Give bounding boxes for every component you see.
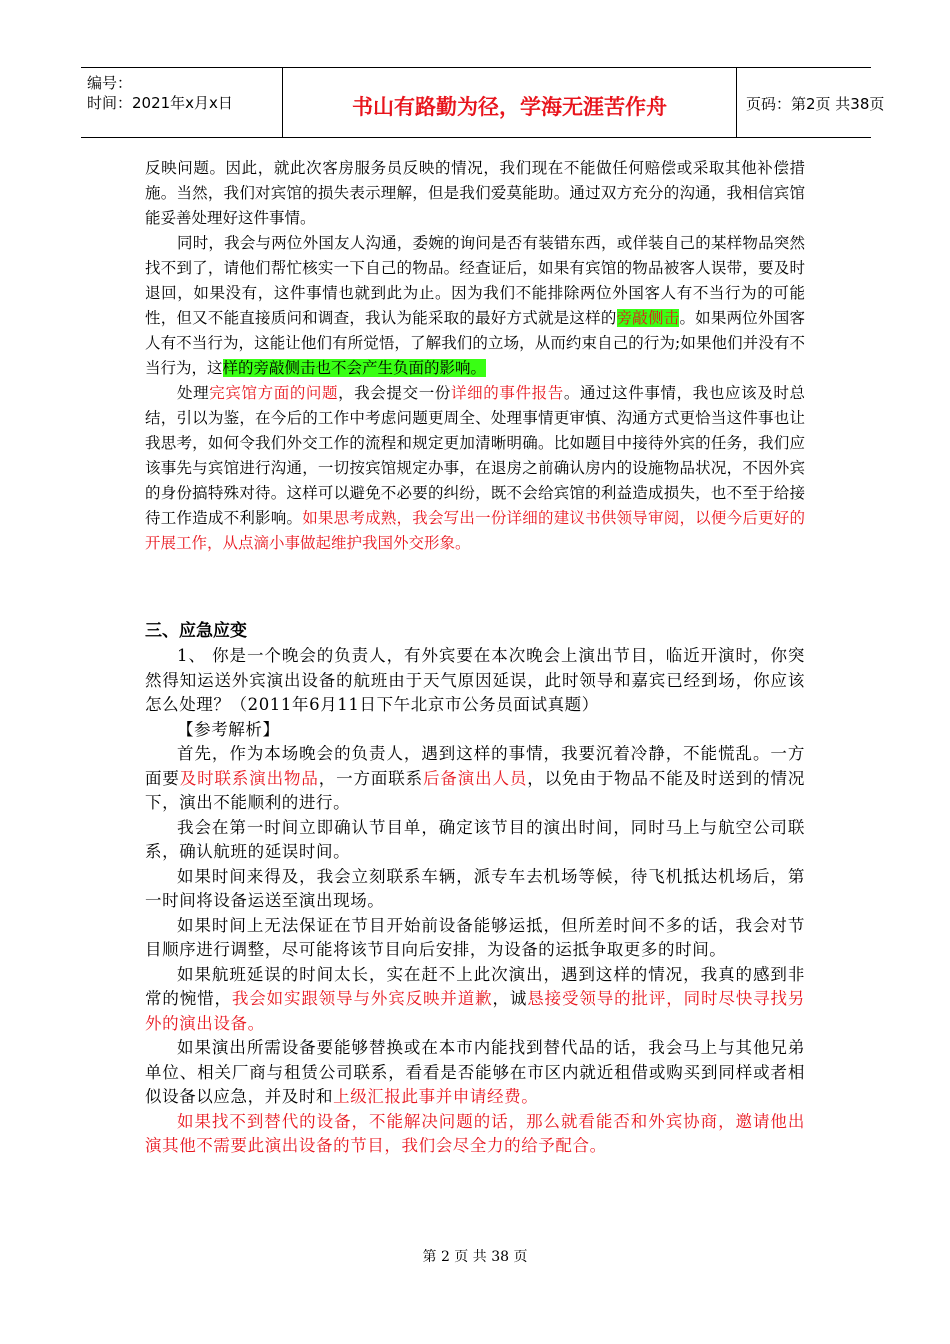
- analysis-label: 【参考解析】: [177, 719, 280, 739]
- paragraph: 如果时间上无法保证在节目开始前设备能够运抵，但所差时间不多的话，我会对节目顺序进行调整，尽可能将该节目向后安排，为设备的运抵争取更多的时间。: [145, 915, 805, 959]
- text-run: ，以免由于物品不能及时送到的情况下，演出不能顺利的进行。: [145, 768, 805, 812]
- header-motto: 书山有路勤为径，学海无涯苦作舟: [352, 95, 667, 119]
- text-run: ，一方面联系: [318, 768, 423, 788]
- paragraph: [145, 231, 805, 381]
- text-run: ，诚: [492, 989, 528, 1008]
- paragraph: 反映问题。因此，就此次客房服务员反映的情况，我们现在不能做任何赔偿或采取其他补偿措施。当然，我们对宾馆的损失表示理解，但是我们爱莫能助。通过双方充分的沟通，我相信宾馆能妥善处理好这件事情。: [145, 159, 805, 227]
- header-date-label: 时间：2021年x月x日: [87, 94, 233, 112]
- red-text: 完宾馆方面的问题: [209, 384, 339, 402]
- red-text: 如果思考成熟，我会写出一份详细的建议书供领导审阅，以便今后更好的开展工作，从点滴小事做起维护我国外交形象。: [145, 509, 805, 552]
- section-emergency: [145, 618, 805, 1159]
- paragraph: 我会在第一时间立即确认节目单，确定该节目的演出时间，同时马上与航空公司联系，确认航班的延误时间。: [145, 817, 805, 861]
- red-text: 后备演出人员: [423, 768, 528, 788]
- red-text: 我会如实跟领导与外宾反映并道歉: [231, 989, 493, 1008]
- header-number-label: 编号：: [87, 74, 133, 92]
- document-body: [145, 156, 805, 1159]
- page-footer: 第 2 页 共 38 页: [422, 1249, 528, 1265]
- section-title: 三、应急应变: [145, 621, 247, 641]
- paragraph: [145, 381, 805, 556]
- text-run: 首先，作为本场晚会的负责人，遇到这样的事情，我要沉着冷静，不能慌乱。一方面要: [145, 744, 805, 788]
- red-text: 详细的事件报告: [451, 384, 564, 402]
- red-text: 及时联系演出物品: [179, 768, 319, 788]
- text-run: 同时，我会与两位外国友人沟通，委婉的询问是否有装错东西，或佯装自己的某样物品突然找不到了，请他们帮忙核实一下自己的物品。经查证后，如果有宾馆的物品被客人误带，要及时退回，如果没有，这件事情也就到此为止。因为我们不能排除两位外国客人有不当行为的可能性，但又不能直接质问和调查，我认为能采取的最好方式就是这样的: [145, 234, 805, 327]
- highlighted-text: 旁敲侧击: [616, 309, 680, 327]
- text-run: 如果航班延误的时间太长，实在赶不上此次演出，遇到这样的情况，我真的感到非常的惋惜，: [145, 964, 805, 1008]
- red-text: 恳接受领导的批评，同时尽快寻找另外的演出设备。: [145, 989, 806, 1033]
- text-run: 处理: [177, 384, 210, 402]
- header-meta-cell: [81, 68, 282, 137]
- page-header: [81, 67, 885, 138]
- paragraph: [145, 963, 805, 1037]
- header-motto-cell: [282, 68, 737, 137]
- paragraph: 如果时间来得及，我会立刻联系车辆，派专车去机场等候，待飞机抵达机场后，第一时间将设备运送至演出现场。: [145, 866, 805, 910]
- question-paragraph: 1、 你是一个晚会的负责人，有外宾要在本次晚会上演出节目，临近开演时，你突然得知运送外宾演出设备的航班由于天气原因延误，此时领导和嘉宾已经到场，你应该怎么处理？（2011年6月11日下午北京市公务员面试真题）: [145, 646, 805, 714]
- paragraph: [145, 1036, 805, 1110]
- highlighted-text: 样的旁敲侧击也不会产生负面的影响。: [222, 359, 487, 377]
- text-run: 如果演出所需设备要能够替换或在本市内能找到替代品的话，我会马上与其他兄弟单位、相关厂商与租赁公司联系，看看是否能够在市区内就近租借或购买到同样或者相似设备以应急，并及时和: [145, 1038, 805, 1106]
- paragraph: 如果找不到替代的设备，不能解决问题的话，那么就看能否和外宾协商，邀请他出演其他不需要此演出设备的节目，我们会尽全力的给予配合。: [145, 1111, 805, 1155]
- red-text: 上级汇报此事并申请经费。: [333, 1087, 539, 1106]
- text-run: 。通过这件事情，我也应该及时总结，引以为鉴，在今后的工作中考虑问题更周全、处理事情更审慎、沟通方式更恰当这件事也让我思考，如何令我们外交工作的流程和规定更加清晰明确。比如题目中接待外宾的任务，我们应该事先与宾馆进行沟通，一切按宾馆规定办事，在退房之前确认房内的设施物品状况，不因外宾的身份搞特殊对待。这样可以避免不必要的纠纷，既不会给宾馆的利益造成损失，也不至于给接待工作造成不利影响。: [145, 384, 805, 527]
- paragraph: [145, 742, 805, 816]
- header-page-info: 页码：第2页 共38页: [746, 95, 885, 113]
- text-run: ，我会提交一份: [338, 384, 451, 402]
- header-page-cell: [736, 68, 885, 137]
- spacer: [145, 556, 805, 618]
- text-run: 。如果两位外国客人有不当行为，这能让他们有所觉悟，了解我们的立场，从而约束自己的行为;如果他们并没有不当行为，这: [145, 309, 805, 377]
